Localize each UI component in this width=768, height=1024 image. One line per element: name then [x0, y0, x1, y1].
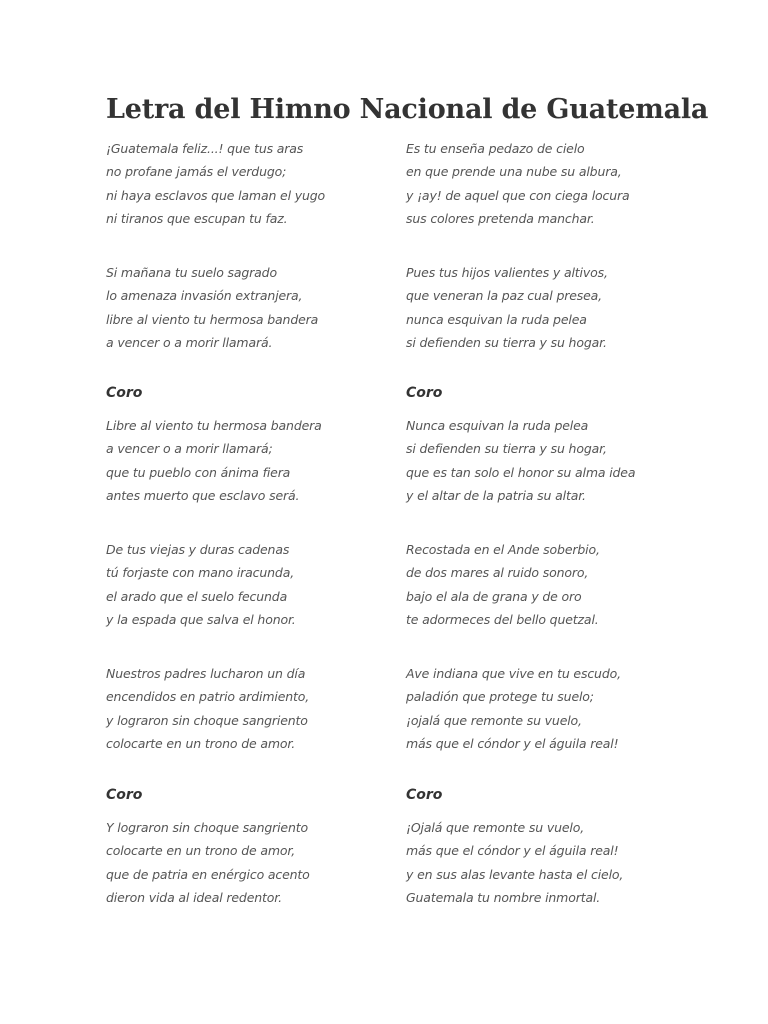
verse-line: a vencer o a morir llamará.: [106, 334, 273, 350]
verse-line: ¡ojalá que remonte su vuelo,: [406, 712, 582, 728]
verse-line: que tu pueblo con ánima fiera: [106, 464, 291, 480]
verse-line: nunca esquivan la ruda pelea: [406, 311, 587, 327]
coro-heading: Coro: [406, 385, 443, 401]
verse-line: ¡Guatemala feliz...! que tus aras: [106, 141, 304, 156]
verse-line: colocarte en un trono de amor,: [106, 843, 296, 859]
verse-line: Pues tus hijos valientes y altivos,: [406, 265, 608, 280]
verse-line: si defienden su tierra y su hogar.: [406, 334, 607, 350]
verse-line: no profane jamás el verdugo;: [106, 164, 287, 180]
verse-line: Y lograron sin choque sangriento: [106, 820, 308, 835]
verse-line: paladión que protege tu suelo;: [406, 689, 594, 705]
right-stanza-4: [406, 662, 706, 755]
verse-line: ¡Ojalá que remonte su vuelo,: [406, 820, 585, 835]
verse-line: bajo el ala de grana y de oro: [406, 588, 582, 604]
verse-line: que es tan solo el honor su alma idea: [406, 464, 636, 480]
verse-line: y la espada que salva el honor.: [106, 611, 296, 627]
verse-line: y lograron sin choque sangriento: [106, 712, 308, 728]
verse-line: y en sus alas levante hasta el cielo,: [406, 866, 624, 882]
verse-line: De tus viejas y duras cadenas: [106, 542, 290, 557]
left-coro-1: [106, 414, 406, 507]
left-stanza-1: [106, 137, 406, 230]
verse-line: dieron vida al ideal redentor.: [106, 889, 282, 905]
right-coro-2: [406, 816, 706, 909]
verse-line: Guatemala tu nombre inmortal.: [406, 889, 601, 905]
verse-line: encendidos en patrio ardimiento,: [106, 689, 310, 705]
verse-line: lo amenaza invasión extranjera,: [106, 288, 303, 304]
verse-line: en que prende una nube su albura,: [406, 164, 622, 180]
right-coro-1: [406, 414, 706, 507]
verse-line: y ¡ay! de aquel que con ciega locura: [406, 187, 630, 203]
verse-line: Nunca esquivan la ruda pelea: [406, 418, 589, 433]
verse-line: de dos mares al ruido sonoro,: [406, 565, 589, 581]
verse-line: Recostada en el Ande soberbio,: [406, 542, 600, 557]
verse-line: que de patria en enérgico acento: [106, 866, 310, 882]
left-stanza-2: [106, 261, 406, 354]
coro-heading: Coro: [106, 385, 143, 401]
right-stanza-1: [406, 137, 706, 230]
right-stanza-3: [406, 538, 706, 631]
left-stanza-4: [106, 662, 406, 755]
verse-line: si defienden su tierra y su hogar,: [406, 441, 607, 457]
verse-line: el arado que el suelo fecunda: [106, 588, 288, 604]
page-title: Letra del Himno Nacional de Guatemala: [106, 94, 709, 125]
verse-line: y el altar de la patria su altar.: [406, 487, 586, 503]
verse-line: tú forjaste con mano iracunda,: [106, 565, 295, 581]
verse-line: más que el cóndor y el águila real!: [406, 735, 619, 751]
verse-line: antes muerto que esclavo será.: [106, 487, 300, 503]
verse-line: te adormeces del bello quetzal.: [406, 611, 599, 627]
verse-line: más que el cóndor y el águila real!: [406, 843, 619, 859]
verse-line: sus colores pretenda manchar.: [406, 210, 595, 226]
coro-heading: Coro: [106, 787, 143, 803]
verse-line: Ave indiana que vive en tu escudo,: [406, 666, 621, 681]
verse-line: colocarte en un trono de amor.: [106, 735, 296, 751]
verse-line: a vencer o a morir llamará;: [106, 441, 273, 457]
left-coro-2: [106, 816, 406, 909]
verse-line: libre al viento tu hermosa bandera: [106, 311, 319, 327]
coro-heading: Coro: [406, 787, 443, 803]
verse-line: que veneran la paz cual presea,: [406, 288, 603, 304]
verse-line: Nuestros padres lucharon un día: [106, 666, 306, 681]
verse-line: Libre al viento tu hermosa bandera: [106, 418, 322, 433]
verse-line: ni tiranos que escupan tu faz.: [106, 210, 288, 226]
verse-line: Si mañana tu suelo sagrado: [106, 265, 277, 280]
left-stanza-3: [106, 538, 406, 631]
verse-line: ni haya esclavos que laman el yugo: [106, 187, 326, 203]
verse-line: Es tu enseña pedazo de cielo: [406, 141, 585, 156]
right-stanza-2: [406, 261, 706, 354]
